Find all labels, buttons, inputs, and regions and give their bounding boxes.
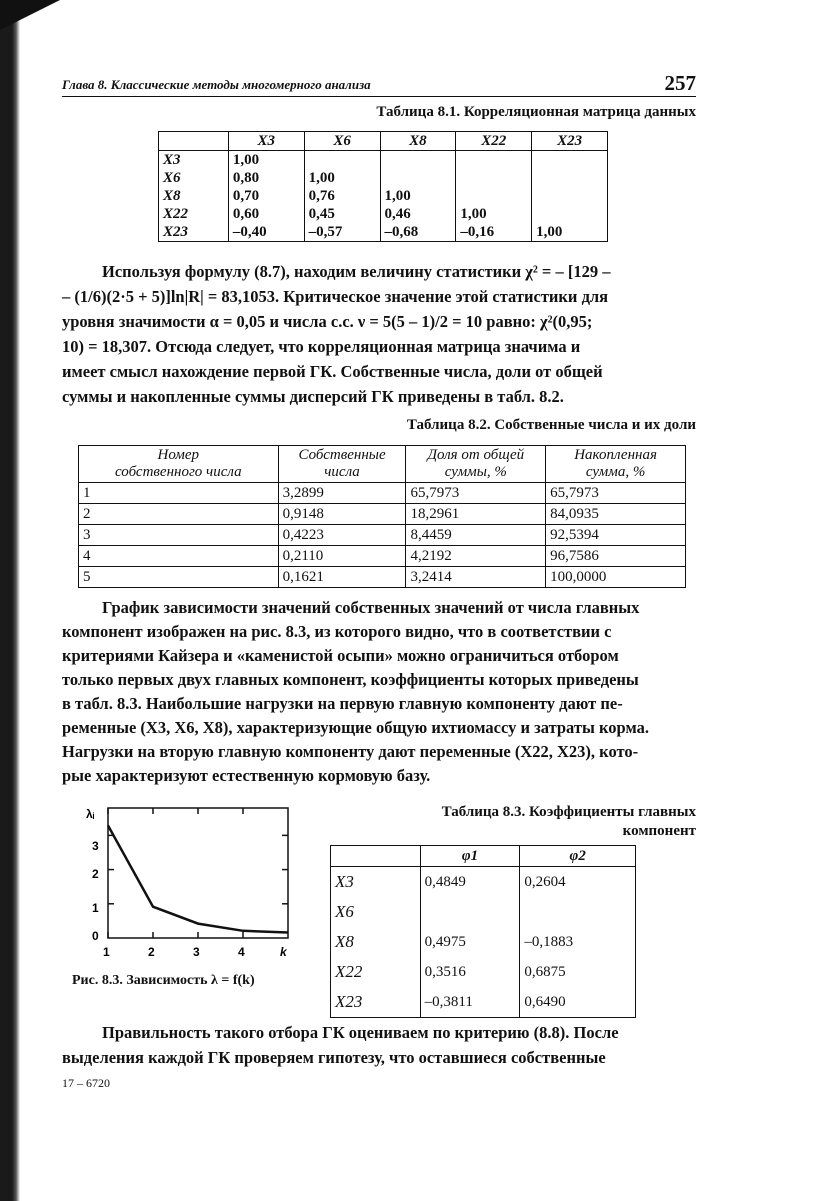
- table-cell: 0,76: [304, 187, 380, 205]
- table-cell: [456, 169, 532, 187]
- table-header-cell: Номер собственного числа: [79, 446, 279, 483]
- scree-plot: [70, 800, 310, 970]
- table-row: [331, 927, 636, 957]
- table-cell: X6: [331, 897, 421, 927]
- table-cell: 0,4849: [420, 867, 520, 898]
- x-tick-label: 1: [103, 945, 110, 959]
- table-cell: X23: [159, 223, 229, 242]
- table-cell: [532, 151, 608, 170]
- table-cell: [532, 205, 608, 223]
- table-cell: –0,57: [304, 223, 380, 242]
- text-line: Используя формулу (8.7), находим величину статистики χ² = – [129 –: [102, 262, 611, 281]
- table-cell: 96,7586: [546, 546, 686, 567]
- x-axis-label: k: [280, 945, 287, 959]
- text-line: только первых двух главных компонент, коэффициенты которых приведены: [62, 670, 639, 689]
- table-cell: X22: [159, 205, 229, 223]
- table-row: [79, 546, 686, 567]
- table-header-row: [79, 446, 686, 483]
- table-cell: 18,2961: [406, 504, 546, 525]
- table-header-cell: X22: [456, 132, 532, 151]
- table-row: [159, 169, 608, 187]
- paragraph-selection: [62, 1020, 696, 1070]
- table-cell: 84,0935: [546, 504, 686, 525]
- text-line: График зависимости значений собственных значений от числа главных: [102, 598, 640, 617]
- text-line: суммы и накопленные суммы дисперсий ГК приведены в табл. 8.2.: [62, 387, 564, 406]
- table-cell: 1: [79, 483, 279, 504]
- table-header-cell: [331, 846, 421, 867]
- table-cell: 3,2899: [278, 483, 406, 504]
- table-row: [79, 567, 686, 588]
- y-tick-label: 2: [92, 867, 99, 881]
- table-cell: 0,6875: [520, 957, 636, 987]
- table-header-cell: Накопленная сумма, %: [546, 446, 686, 483]
- table-cell: [532, 169, 608, 187]
- y-axis-label: λᵢ: [86, 807, 95, 821]
- table-cell: X23: [331, 987, 421, 1018]
- table-cell: X8: [159, 187, 229, 205]
- correlation-table: [158, 131, 608, 242]
- table1-caption: Таблица 8.1. Корреляционная матрица данных: [376, 104, 696, 120]
- table-cell: [420, 897, 520, 927]
- table-cell: [380, 151, 456, 170]
- table-row: [159, 187, 608, 205]
- table-cell: 65,7973: [546, 483, 686, 504]
- table-cell: 0,4975: [420, 927, 520, 957]
- table-cell: 8,4459: [406, 525, 546, 546]
- table-cell: 1,00: [456, 205, 532, 223]
- running-title: Глава 8. Классические методы многомерного анализа: [62, 77, 371, 92]
- table-cell: [380, 169, 456, 187]
- text-line: компонент изображен на рис. 8.3, из которого видно, что в соответствии с: [62, 622, 612, 641]
- text-line: выделения каждой ГК проверяем гипотезу, что оставшиеся собственные: [62, 1048, 606, 1067]
- table-cell: –0,3811: [420, 987, 520, 1018]
- y-tick-label: 0: [92, 929, 99, 943]
- coefficients-table: [330, 845, 636, 1018]
- table-row: [331, 987, 636, 1018]
- table-header-cell: X23: [532, 132, 608, 151]
- table-cell: 100,0000: [546, 567, 686, 588]
- table-cell: 0,2604: [520, 867, 636, 898]
- printer-signature: 17 – 6720: [62, 1076, 110, 1090]
- table-row: [159, 151, 608, 170]
- table2-caption: Таблица 8.2. Собственные числа и их доли: [406, 417, 696, 433]
- table-cell: 0,3516: [420, 957, 520, 987]
- table-cell: 0,46: [380, 205, 456, 223]
- text-line: в табл. 8.3. Наибольшие нагрузки на первую главную компоненту дают пе-: [62, 694, 623, 713]
- text-line: рые характеризуют естественную кормовую базу.: [62, 766, 431, 785]
- text-line: 10) = 18,307. Отсюда следует, что корреляционная матрица значима и: [62, 337, 581, 356]
- table-cell: –0,40: [228, 223, 304, 242]
- table-header-row: [331, 846, 636, 867]
- table-cell: X22: [331, 957, 421, 987]
- table-cell: 3: [79, 525, 279, 546]
- text-line: имеет смысл нахождение первой ГК. Собственные числа, доли от общей: [62, 362, 603, 381]
- x-tick-label: 4: [238, 945, 245, 959]
- table-row: [79, 504, 686, 525]
- table-header-cell: Собственные числа: [278, 446, 406, 483]
- text-line: критериями Кайзера и «каменистой осыпи» можно ограничиться отбором: [62, 646, 619, 665]
- paragraph-statistic: [62, 259, 696, 409]
- table-cell: 1,00: [228, 151, 304, 170]
- table-cell: 0,80: [228, 169, 304, 187]
- table-cell: 65,7973: [406, 483, 546, 504]
- table-row: [159, 223, 608, 242]
- x-tick-label: 2: [148, 945, 155, 959]
- table-cell: [456, 151, 532, 170]
- table-header-cell: [159, 132, 229, 151]
- scan-corner: [0, 0, 60, 30]
- table3-caption: Таблица 8.3. Коэффициенты главных компонент: [441, 804, 696, 839]
- table-cell: –0,16: [456, 223, 532, 242]
- y-tick-label: 1: [92, 901, 99, 915]
- table-cell: 0,70: [228, 187, 304, 205]
- table-cell: 0,9148: [278, 504, 406, 525]
- text-line: – (1/6)(2·5 + 5)]ln|R| = 83,1053. Критическое значение этой статистики для: [62, 287, 609, 306]
- table-cell: X8: [331, 927, 421, 957]
- table-header-row: [159, 132, 608, 151]
- page-number: 257: [664, 71, 696, 95]
- table-cell: 4: [79, 546, 279, 567]
- table-cell: 0,4223: [278, 525, 406, 546]
- text-line: Нагрузки на вторую главную компоненту дают переменные (X22, X23), кото-: [62, 742, 639, 761]
- table-header-cell: X3: [228, 132, 304, 151]
- table-cell: 0,1621: [278, 567, 406, 588]
- table-row: [79, 483, 686, 504]
- text-line: уровня значимости α = 0,05 и числа с.с. ν = 5(5 – 1)/2 = 10 равно: χ²(0,95;: [62, 312, 593, 331]
- table-cell: 4,2192: [406, 546, 546, 567]
- table-row: [159, 205, 608, 223]
- table-cell: 0,6490: [520, 987, 636, 1018]
- book-spine-shadow: [0, 0, 20, 1201]
- text-line: Правильность такого отбора ГК оцениваем по критерию (8.8). После: [102, 1023, 619, 1042]
- table-cell: 0,2110: [278, 546, 406, 567]
- table-header-cell: X6: [304, 132, 380, 151]
- table-cell: X3: [331, 867, 421, 898]
- table-cell: [532, 187, 608, 205]
- table-cell: [304, 151, 380, 170]
- table-row: [331, 897, 636, 927]
- table-header-cell: X8: [380, 132, 456, 151]
- table-header-cell: φ2: [520, 846, 636, 867]
- table-header-cell: φ1: [420, 846, 520, 867]
- table-cell: 0,60: [228, 205, 304, 223]
- table-cell: 5: [79, 567, 279, 588]
- table-header-cell: Доля от общей суммы, %: [406, 446, 546, 483]
- table-cell: 1,00: [532, 223, 608, 242]
- table-cell: 0,45: [304, 205, 380, 223]
- figure-caption: Рис. 8.3. Зависимость λ = f(k): [72, 973, 255, 988]
- table-cell: 3,2414: [406, 567, 546, 588]
- table-cell: 1,00: [304, 169, 380, 187]
- page-header: [62, 70, 696, 97]
- table-cell: X6: [159, 169, 229, 187]
- table-row: [331, 957, 636, 987]
- table-cell: [456, 187, 532, 205]
- table-cell: –0,1883: [520, 927, 636, 957]
- table-cell: 2: [79, 504, 279, 525]
- table-cell: –0,68: [380, 223, 456, 242]
- table-cell: X3: [159, 151, 229, 170]
- table-row: [331, 867, 636, 898]
- table-cell: [520, 897, 636, 927]
- table-cell: 92,5394: [546, 525, 686, 546]
- y-tick-label: 3: [92, 839, 99, 853]
- x-tick-label: 3: [193, 945, 200, 959]
- table-row: [79, 525, 686, 546]
- paragraph-analysis: [62, 596, 696, 788]
- eigenvalue-line: [108, 826, 288, 933]
- text-line: ременные (X3, X6, X8), характеризующие общую ихтиомассу и затраты корма.: [62, 718, 649, 737]
- eigenvalues-table: [78, 445, 686, 588]
- table-cell: 1,00: [380, 187, 456, 205]
